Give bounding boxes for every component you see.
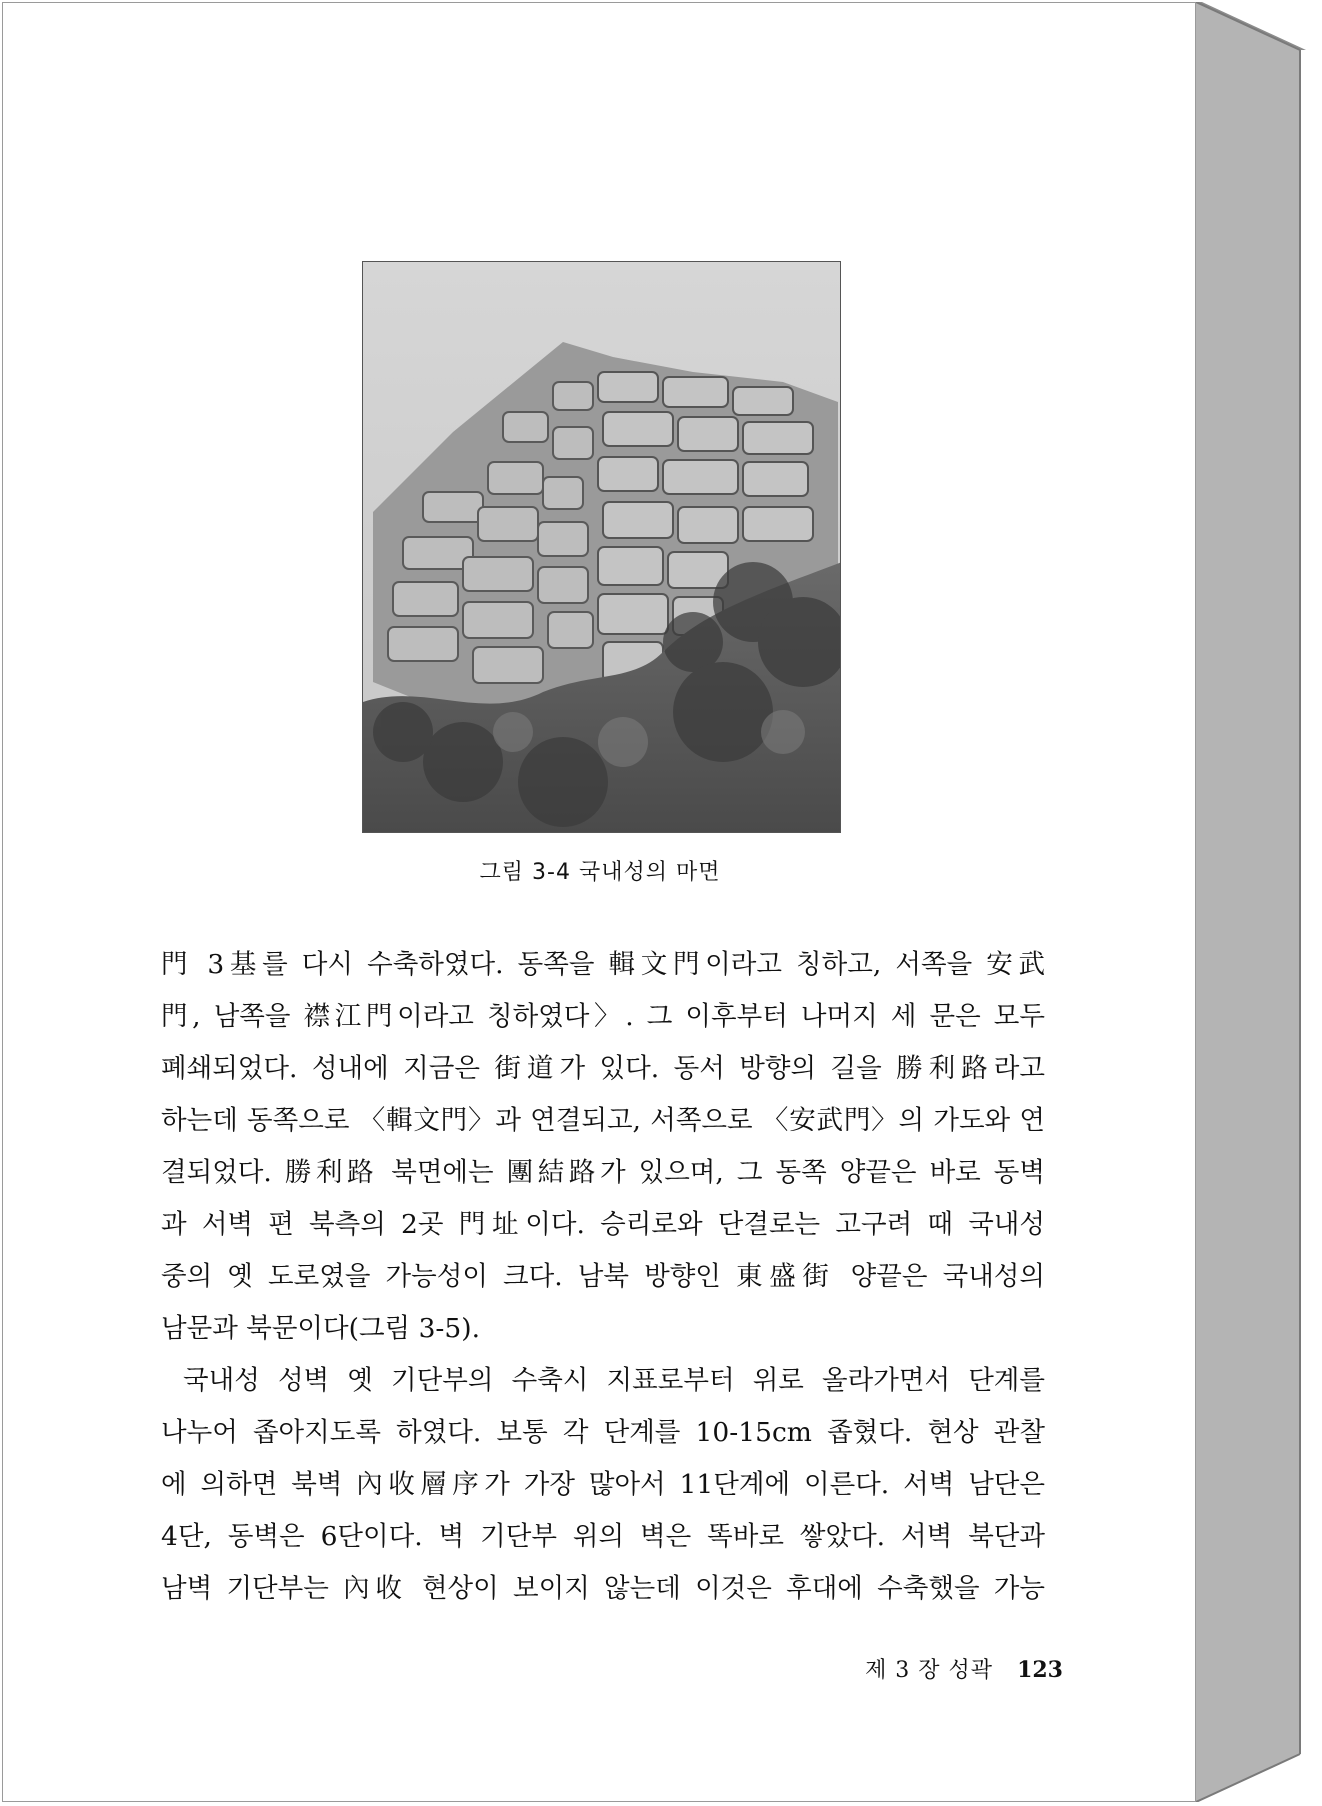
text-line: 나누어 좁아지도록 하였다. 보통 각 단계를 10-15cm 좁혔다. 현상 관찰 <box>161 1417 1045 1448</box>
page-edge-shading <box>1196 2 1320 1802</box>
text-line: 門 3基를 다시 수축하였다. 동쪽을 輯文門이라고 칭하고, 서쪽을 安武 <box>161 949 1045 980</box>
body-text <box>161 939 1045 1615</box>
running-footer-chapter: 제 3 장 성곽 <box>865 1658 994 1683</box>
text-line: 하는데 동쪽으로 〈輯文門〉과 연결되고, 서쪽으로 〈安武門〉의 가도와 연 <box>161 1105 1045 1136</box>
figure-photo <box>362 261 841 833</box>
text-line: 결되었다. 勝利路 북면에는 團結路가 있으며, 그 동쪽 양끝은 바로 동벽 <box>161 1157 1045 1188</box>
text-line: 폐쇄되었다. 성내에 지금은 街道가 있다. 동서 방향의 길을 勝利路라고 <box>161 1053 1045 1084</box>
text-line: 국내성 성벽 옛 기단부의 수축시 지표로부터 위로 올라가면서 단계를 <box>183 1365 1045 1396</box>
figure-caption: 그림 3-4 국내성의 마면 <box>479 860 721 885</box>
book <box>2 2 1196 1802</box>
text-line: 과 서벽 편 북측의 2곳 門址이다. 승리로와 단결로는 고구려 때 국내성 <box>161 1209 1045 1240</box>
page-number: 123 <box>1017 1657 1063 1683</box>
text-line: 중의 옛 도로였을 가능성이 크다. 남북 방향인 東盛街 양끝은 국내성의 <box>161 1261 1045 1292</box>
stone-wall-photo-image <box>363 262 841 833</box>
text-line: 남벽 기단부는 內收 현상이 보이지 않는데 이것은 후대에 수축했을 가능 <box>161 1573 1045 1604</box>
text-line: 4단, 동벽은 6단이다. 벽 기단부 위의 벽은 똑바로 쌓았다. 서벽 북단과 <box>161 1521 1045 1552</box>
page <box>2 2 1196 1802</box>
text-line: 에 의하면 북벽 內收層序가 가장 많아서 11단계에 이른다. 서벽 남단은 <box>161 1469 1045 1500</box>
text-line: 門, 남쪽을 襟江門이라고 칭하였다〉. 그 이후부터 나머지 세 문은 모두 <box>161 1001 1045 1032</box>
text-line: 남문과 북문이다(그림 3-5). <box>161 1313 481 1344</box>
page-footer <box>763 1653 1063 1684</box>
